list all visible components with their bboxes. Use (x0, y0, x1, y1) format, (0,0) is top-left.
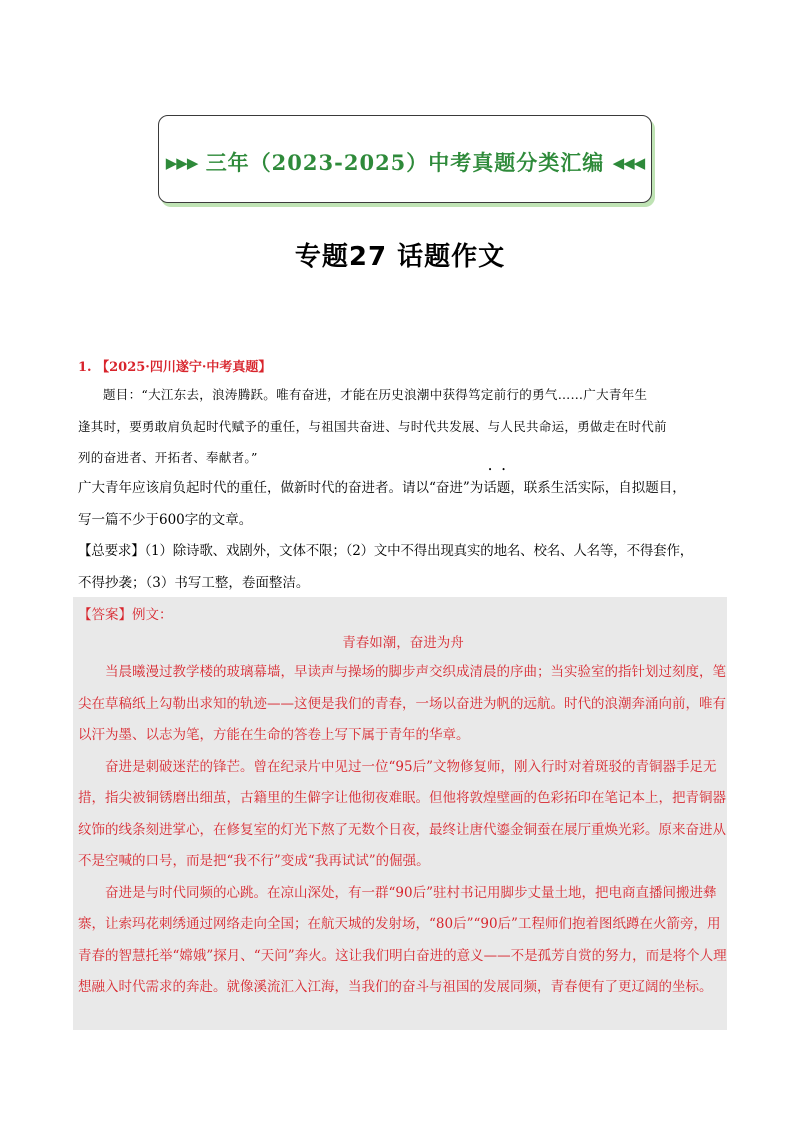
task-text: ，联系生活实际，自拟题目， (510, 480, 686, 496)
question-quote (78, 379, 728, 474)
requirement-line: 【总要求】（1）除诗歌、戏剧外，文体不限；（2）文中不得出现真实的地名、校名、人名等，不得套作， (78, 543, 694, 559)
question-task (78, 473, 728, 599)
question-number: 1. (78, 360, 92, 375)
series-banner (158, 115, 652, 203)
emphasis-char: 话 (483, 480, 497, 496)
task-line: 写一篇不少于600字的文章。 (78, 511, 253, 528)
requirement-line: 不得抄袭；（3）书写工整，卷面整洁。 (78, 574, 310, 591)
quote-line: 逢其时，要勇敢肩负起时代赋予的重任，与祖国共奋进、与时代共发展、与人民共命运，勇做走在时代前 (78, 418, 667, 434)
quote-line: 列的奋进者、开拓者、奉献者。” (78, 450, 258, 465)
essay-paragraph: 奋进是与时代同频的心跳。在凉山深处，有一群“90后”驻村书记用脚步丈量土地，把电商直播间搬进彝寨，让索玛花刺绣通过网络走向全国；在航天城的发射场，“80后”“90后”工程师们抱着图纸蹲在火箭旁，用青春的智慧托举“嫦娥”探月、“天问”奔火。这让我们明白奋进的意义——不是孤芳自赏的努力，而是将个人理想融入时代需求的奔赴。就像溪流汇入江海，当我们的奋斗与祖国的发展同频，青春便有了更辽阔的坐标。 (78, 884, 727, 995)
answer-label: 【答案】例文： (78, 607, 173, 623)
banner-text (159, 147, 651, 177)
essay-paragraph: 当晨曦漫过教学楼的玻璃幕墙，早读声与操场的脚步声交织成清晨的序曲；当实验室的指针划过刻度，笔尖在草稿纸上勾勒出求知的轨迹——这便是我们的青春，一场以奋进为帆的远航。时代的浪潮奔涌向前，唯有以汗为墨、以志为笔，方能在生命的答卷上写下属于青年的华章。 (78, 664, 726, 743)
document-title: 专题27 话题作文 (294, 242, 506, 272)
emphasis-char: 题 (496, 480, 511, 496)
banner-title: 三年（2023-2025）中考真题分类汇编 (205, 150, 605, 175)
task-line (78, 473, 728, 505)
arrows-right-icon: ▶▶▶ (165, 154, 198, 172)
essay-body (78, 657, 728, 1004)
quote-line: 题目：“大江东去，浪涛腾跃。唯有奋进，才能在历史浪潮中获得笃定前行的勇气……广大青年生 (103, 387, 648, 402)
question-header (78, 356, 271, 375)
arrows-left-icon: ◀◀◀ (612, 154, 645, 172)
essay-paragraph: 奋进是刺破迷茫的锋芒。曾在纪录片中见过一位“95后”文物修复师，刚入行时对着斑驳的青铜器手足无措，指尖被铜锈磨出细茧，古籍里的生僻字让他彻夜难眠。但他将敦煌壁画的色彩拓印在笔记本上，把青铜器纹饰的线条刻进掌心，在修复室的灯光下熬了无数个日夜，最终让唐代鎏金铜蚕在展厅重焕光彩。原来奋进从不是空喊的口号，而是把“我不行”变成“我再试试”的倔强。 (78, 758, 726, 869)
essay-title: 青春如潮，奋进为舟 (342, 635, 464, 651)
task-text: 广大青年应该肩负起时代的重任，做新时代的奋进者。请以“奋进”为 (78, 480, 484, 496)
question-source: 【2025·四川遂宁·中考真题】 (96, 360, 272, 375)
